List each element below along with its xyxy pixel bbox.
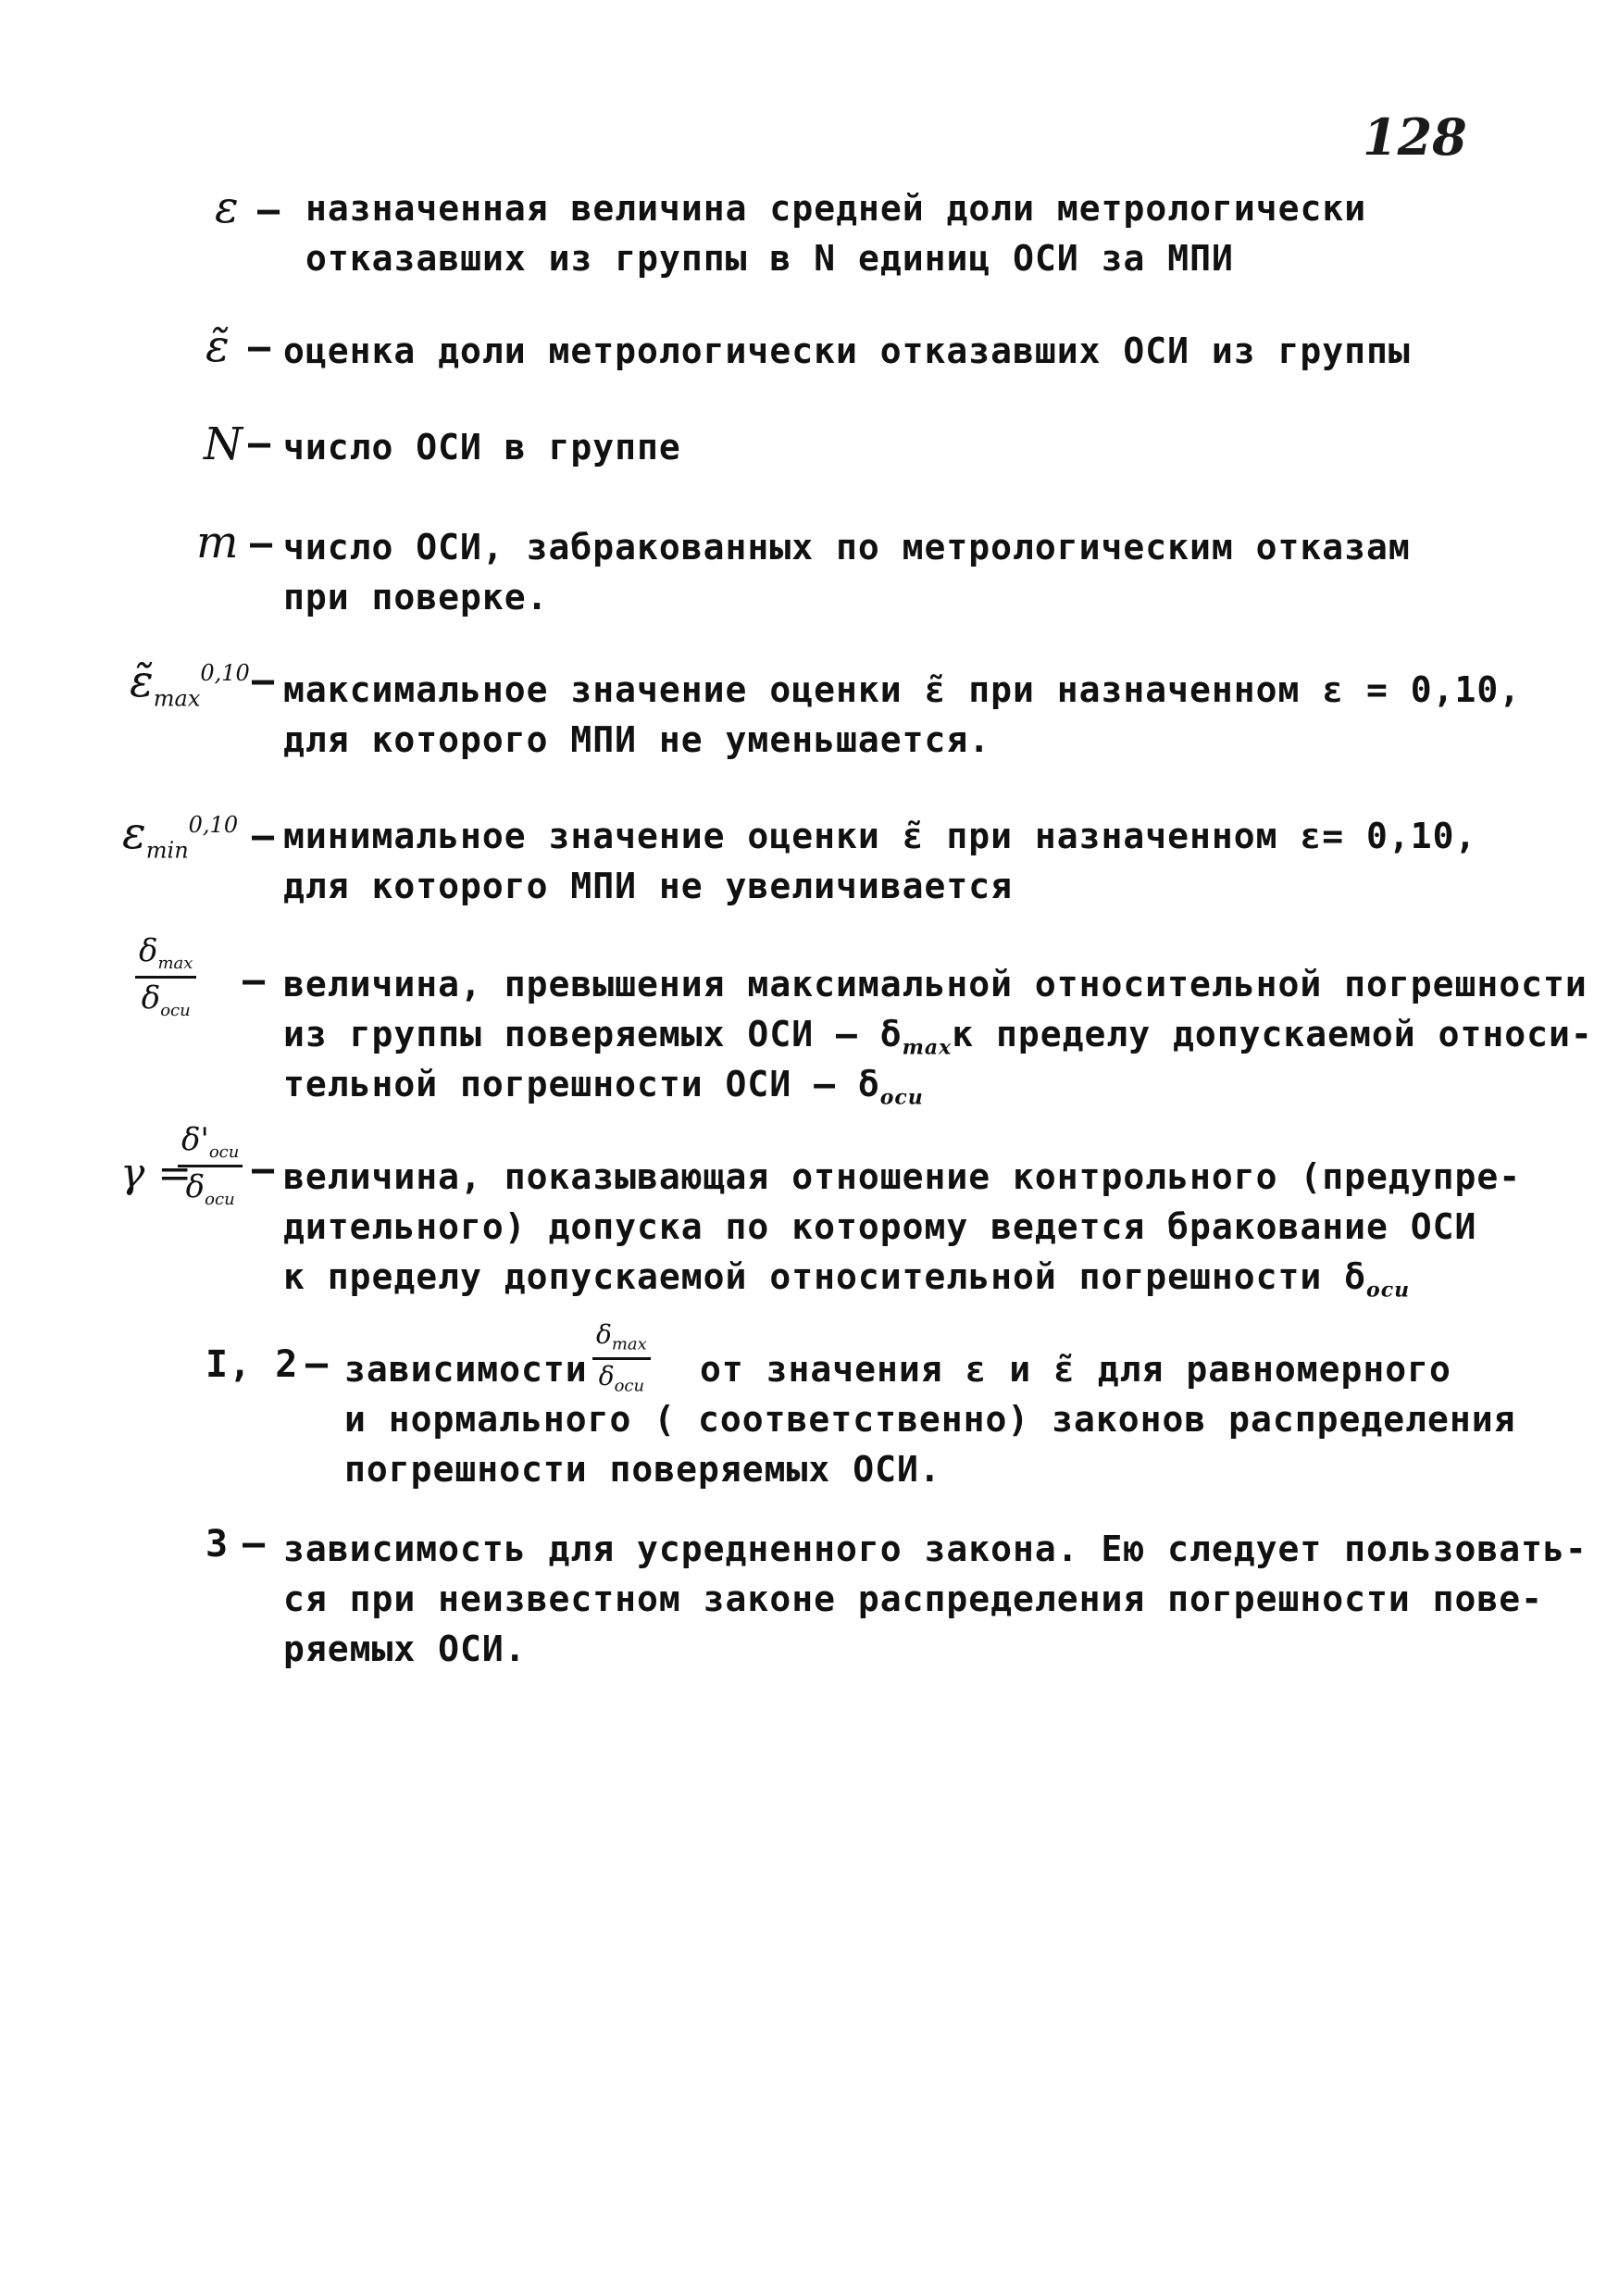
dash: – xyxy=(248,422,271,465)
fraction-denominator: $\delta_{оси}$ xyxy=(185,1167,235,1209)
legend-line: зависимость для усредненного закона. Ею следует пользовать- xyxy=(283,1529,1588,1569)
symbol-subscript: min xyxy=(145,837,189,864)
dash: – xyxy=(305,1342,329,1385)
dash: – xyxy=(243,1522,266,1565)
fraction-delta-prime-osi-over-delta-osi xyxy=(178,1121,243,1209)
legend-line: от значения ε и ε̃ для равномерного xyxy=(700,1349,1451,1390)
definition-line: для которого МПИ не увеличивается xyxy=(283,866,1013,906)
symbol-epsilon-min xyxy=(122,807,239,864)
legend-label: I, 2 xyxy=(205,1343,299,1386)
legend-line: ряемых ОСИ. xyxy=(283,1628,527,1669)
fraction-delta-max-over-delta-osi xyxy=(592,1319,651,1396)
definition-line: оценка доли метрологически отказавших ОСИ из группы xyxy=(283,331,1411,371)
dash: – xyxy=(250,522,273,565)
fraction-denominator: $\delta_{оси}$ xyxy=(598,1360,645,1396)
symbol-superscript: 0,10 xyxy=(188,812,239,838)
definition-line: к пределу допускаемой относительной погрешности $\delta_{оси}$ xyxy=(283,1256,1411,1303)
definition-line: для которого МПИ не уменьшается. xyxy=(283,719,991,760)
symbol-n: N xyxy=(204,418,243,470)
fraction-numerator: $\delta_{max}$ xyxy=(592,1322,651,1360)
definition-line: величина, превышения максимальной относительной погрешности xyxy=(283,964,1588,1004)
definition-line: максимальное значение оценки ε̃ при назначенном ε = 0,10, xyxy=(283,669,1522,710)
definition-line: число ОСИ, забракованных по метрологическим отказам xyxy=(283,527,1411,568)
symbol-subscript: max xyxy=(153,685,201,712)
definition-line: величина, показывающая отношение контрольного (предупре- xyxy=(283,1156,1522,1197)
definition-line: при поверке. xyxy=(283,577,549,618)
definition-line: минимальное значение оценки ε̃ при назначенном ε= 0,10, xyxy=(283,816,1477,856)
definition-line: назначенная величина средней доли метрологически xyxy=(305,188,1367,229)
symbol-epsilon: ε xyxy=(215,181,239,233)
dash: – xyxy=(252,815,275,857)
symbol-m: m xyxy=(196,517,239,568)
definition-line: тельной погрешности ОСИ – $\delta_{оси}$ xyxy=(283,1064,924,1110)
definition-line: дительного) допуска по которому ведется браковaние ОСИ xyxy=(283,1206,1477,1247)
symbol-superscript: 0,10 xyxy=(200,660,250,686)
fraction-denominator: $\delta_{оси}$ xyxy=(141,979,191,1020)
dash: – xyxy=(257,189,280,231)
legend-line: ся при неизвестном законе распределения погрешности пове- xyxy=(283,1578,1544,1619)
fraction-numerator: $\delta'_{оси}$ xyxy=(178,1124,243,1167)
legend-line: зависимости xyxy=(344,1349,588,1390)
dash: – xyxy=(248,326,271,368)
symbol-epsilon-tilde: ε̃ xyxy=(205,320,230,372)
definition-line: из группы поверяемых ОСИ – $\delta_{max}к$ пределу допускаемой относи- xyxy=(283,1014,1593,1060)
legend-label: 3 xyxy=(205,1523,230,1566)
symbol-epsilon-max xyxy=(130,655,250,712)
page-number: 128 xyxy=(1363,107,1467,167)
dash: – xyxy=(252,1148,275,1191)
definition-line: отказавших из группы в N единиц ОСИ за МПИ xyxy=(305,238,1234,279)
symbol-gamma: γ = xyxy=(120,1150,193,1197)
symbol-base: ε̃ xyxy=(130,655,154,707)
dash: – xyxy=(252,659,275,702)
dash: – xyxy=(243,959,266,1002)
fraction-delta-max-over-delta-osi xyxy=(135,932,196,1020)
definition-line: число ОСИ в группе xyxy=(283,427,681,468)
legend-line: и нормального ( соответственно) законов распределения xyxy=(344,1399,1516,1440)
symbol-base: ε xyxy=(122,807,146,859)
legend-line: погрешности поверяемых ОСИ. xyxy=(344,1449,941,1490)
fraction-numerator: $\delta_{max}$ xyxy=(135,935,196,979)
